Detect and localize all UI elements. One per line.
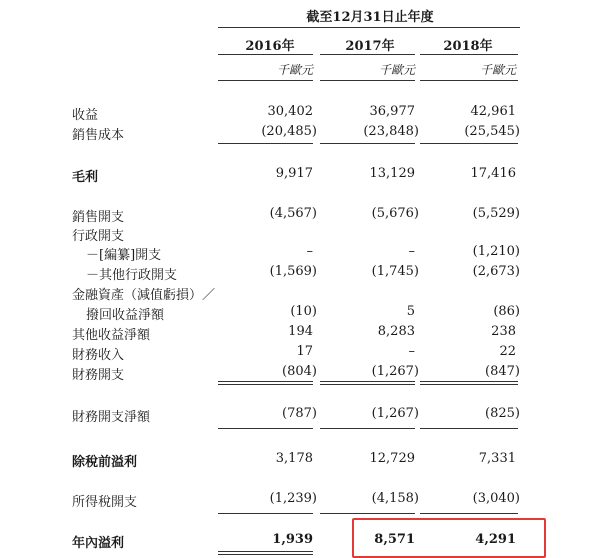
cell-profit-year-2016: 1,939: [272, 532, 313, 547]
row-label-gross-profit: 毛利: [72, 170, 99, 185]
cell-gross-profit-2018: 17,416: [470, 166, 516, 181]
unit-2016: 千歐元: [276, 63, 313, 77]
row-label-reversal-gain: 撥回收益淨額: [86, 308, 165, 323]
row-label-finance-income: 財務收入: [72, 348, 125, 363]
cell-reversal-gain-2018: (86): [493, 304, 520, 319]
cell-reversal-gain-2016: (10): [290, 304, 317, 319]
row-label-net-finance-expenses: 財務開支淨額: [72, 410, 151, 425]
cell-finance-expenses-2016: (804): [282, 364, 317, 379]
row-label-income-tax: 所得稅開支: [72, 495, 138, 510]
cell-gross-profit-2016: 9,917: [275, 166, 313, 181]
row-label-financial-assets: 金融資產（減值虧損）／: [72, 288, 216, 303]
cell-net-finance-2016: (787): [282, 406, 317, 421]
cell-revenue-2018: 42,961: [470, 104, 516, 119]
cell-cost-of-sales-2016: (20,485): [261, 124, 317, 139]
row-label-other-admin-expenses: －其他行政開支: [86, 268, 178, 283]
cell-selling-expenses-2017: (5,676): [371, 206, 419, 221]
subtotal-line-3-2018: [420, 513, 518, 514]
subtotal-line-2017: [320, 143, 415, 144]
cell-finance-expenses-2018: (847): [485, 364, 520, 379]
cell-pbt-2018: 7,331: [478, 451, 516, 466]
final-double-line-a-2016: [218, 551, 313, 552]
year-2017-underline: [320, 54, 415, 55]
year-2016-header: 2016年: [245, 39, 295, 54]
row-label-profit-before-tax: 除稅前溢利: [72, 455, 138, 470]
cell-reversal-gain-2017: 5: [406, 304, 415, 319]
cell-other-admin-2016: (1,569): [269, 264, 317, 279]
cell-income-tax-2017: (4,158): [371, 491, 419, 506]
double-line-a-2017: [320, 381, 415, 382]
cell-profit-year-2017: 8,571: [374, 532, 415, 547]
cell-other-admin-2017: (1,745): [371, 264, 419, 279]
cell-other-admin-2018: (2,673): [472, 264, 520, 279]
cell-selling-expenses-2018: (5,529): [472, 206, 520, 221]
cell-finance-income-2016: 17: [296, 344, 313, 359]
cell-net-finance-2018: (825): [485, 406, 520, 421]
cell-pbt-2016: 3,178: [275, 451, 313, 466]
final-double-line-b-2016: [218, 554, 313, 555]
cell-profit-year-2018: 4,291: [475, 532, 516, 547]
year-2018-header: 2018年: [443, 39, 493, 54]
cell-listing-expenses-2017: –: [408, 244, 415, 259]
double-line-b-2018: [420, 384, 518, 385]
double-line-a-2018: [420, 381, 518, 382]
row-label-cost-of-sales: 銷售成本: [72, 128, 125, 143]
cell-listing-expenses-2018: (1,210): [472, 244, 520, 259]
cell-finance-income-2018: 22: [499, 344, 516, 359]
row-label-profit-for-year: 年內溢利: [72, 536, 125, 551]
row-label-selling-expenses: 銷售開支: [72, 210, 125, 225]
cell-other-gains-2017: 8,283: [377, 324, 415, 339]
unit-2018-underline: [420, 80, 518, 81]
cell-gross-profit-2017: 13,129: [369, 166, 415, 181]
cell-income-tax-2016: (1,239): [269, 491, 317, 506]
cell-cost-of-sales-2018: (25,545): [464, 124, 520, 139]
unit-2017: 千歐元: [378, 63, 415, 77]
subtotal-line-3-2017: [320, 513, 415, 514]
unit-2016-underline: [218, 80, 313, 81]
cell-selling-expenses-2016: (4,567): [269, 206, 317, 221]
double-line-b-2017: [320, 384, 415, 385]
unit-2018: 千歐元: [479, 63, 516, 77]
cell-income-tax-2018: (3,040): [472, 491, 520, 506]
cell-finance-income-2017: –: [408, 344, 415, 359]
row-label-revenue: 收益: [72, 108, 99, 123]
unit-2017-underline: [320, 80, 415, 81]
cell-other-gains-2018: 238: [491, 324, 516, 339]
cell-cost-of-sales-2017: (23,848): [363, 124, 419, 139]
row-label-finance-expenses: 財務開支: [72, 368, 125, 383]
row-label-listing-expenses: －[編纂]開支: [86, 248, 162, 263]
subtotal-line-2-2016: [218, 428, 313, 429]
cell-other-gains-2016: 194: [288, 324, 313, 339]
subtotal-line-2016: [218, 143, 313, 144]
double-line-b-2016: [218, 384, 313, 385]
cell-revenue-2016: 30,402: [267, 104, 313, 119]
cell-finance-expenses-2017: (1,267): [371, 364, 419, 379]
double-line-a-2016: [218, 381, 313, 382]
year-2016-underline: [218, 54, 313, 55]
subtotal-line-3-2016: [218, 513, 313, 514]
subtotal-line-2-2017: [320, 428, 415, 429]
cell-revenue-2017: 36,977: [369, 104, 415, 119]
subtotal-line-2-2018: [420, 428, 518, 429]
year-2017-header: 2017年: [345, 39, 395, 54]
cell-net-finance-2017: (1,267): [371, 406, 419, 421]
period-underline: [218, 27, 520, 28]
row-label-admin-expenses: 行政開支: [72, 229, 125, 244]
subtotal-line-2018: [420, 143, 518, 144]
cell-listing-expenses-2016: –: [306, 244, 313, 259]
year-2018-underline: [420, 54, 518, 55]
cell-pbt-2017: 12,729: [369, 451, 415, 466]
row-label-other-gains: 其他收益淨額: [72, 328, 151, 343]
period-header: 截至12月31日止年度: [306, 10, 434, 25]
